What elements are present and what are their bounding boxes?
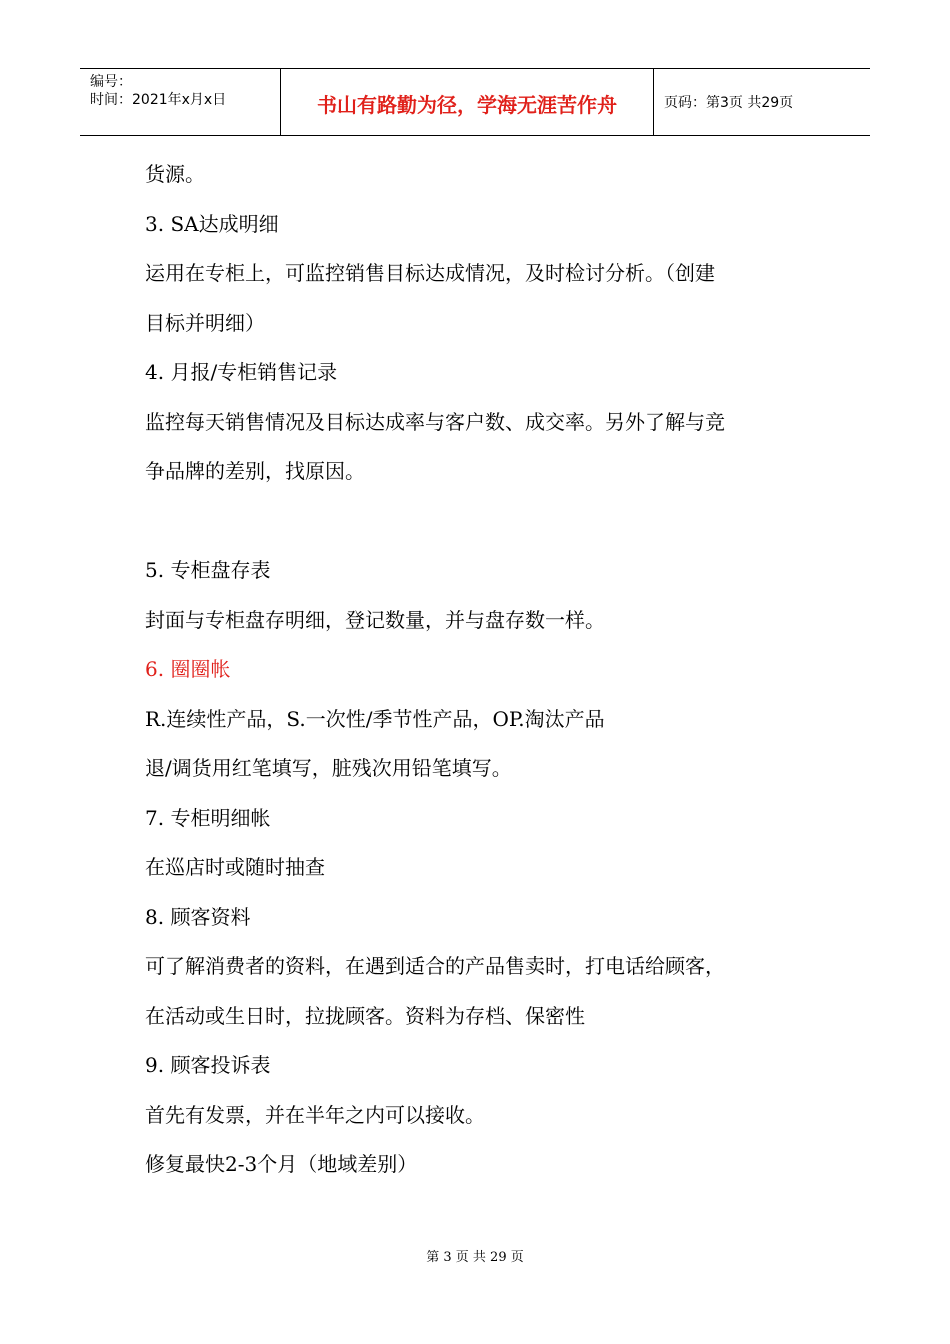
section-heading: 4. 月报/专柜销售记录	[145, 360, 338, 384]
page-header	[80, 68, 870, 136]
paragraph: 封面与专柜盘存明细，登记数量，并与盘存数一样。	[145, 607, 605, 632]
paragraph: 在活动或生日时，拉拢顾客。资料为存档、保密性	[145, 1003, 585, 1028]
section-heading: 3. SA达成明细	[145, 211, 279, 236]
blank-line	[145, 509, 825, 559]
section-heading: 5. 专柜盘存表	[145, 558, 271, 582]
document-time-label: 时间：2021年x月x日	[90, 92, 227, 108]
section-heading: 9. 顾客投诉表	[145, 1053, 271, 1077]
section-heading-highlighted: 6. 圈圈帐	[145, 657, 231, 681]
paragraph: 退/调货用红笔填写，脏残次用铅笔填写。	[145, 756, 512, 780]
header-motto: 书山有路勤为径，学海无涯苦作舟	[281, 69, 654, 135]
section-heading: 7. 专柜明细帐	[145, 805, 271, 830]
paragraph: 修复最快2-3个月（地域差别）	[145, 1152, 418, 1176]
page-footer: 第 3 页 共 29 页	[426, 1250, 524, 1265]
paragraph: 目标并明细）	[145, 310, 265, 335]
document-body	[145, 162, 825, 1202]
header-meta	[80, 69, 281, 135]
paragraph: 监控每天销售情况及目标达成率与客户数、成交率。另外了解与竞	[145, 409, 725, 434]
paragraph: 可了解消费者的资料，在遇到适合的产品售卖时，打电话给顾客，	[145, 954, 725, 978]
document-number-label: 编号：	[90, 74, 132, 90]
header-page-info: 页码：第3页 共29页	[664, 95, 794, 111]
paragraph: R.连续性产品，S.一次性/季节性产品，OP.淘汰产品	[145, 706, 605, 731]
paragraph: 在巡店时或随时抽查	[145, 855, 325, 879]
paragraph: 首先有发票，并在半年之内可以接收。	[145, 1102, 485, 1127]
paragraph: 货源。	[145, 162, 205, 186]
paragraph: 争品牌的差别，找原因。	[145, 459, 365, 483]
section-heading: 8. 顾客资料	[145, 904, 251, 929]
paragraph: 运用在专柜上，可监控销售目标达成情况，及时检讨分析。（创建	[145, 261, 715, 285]
